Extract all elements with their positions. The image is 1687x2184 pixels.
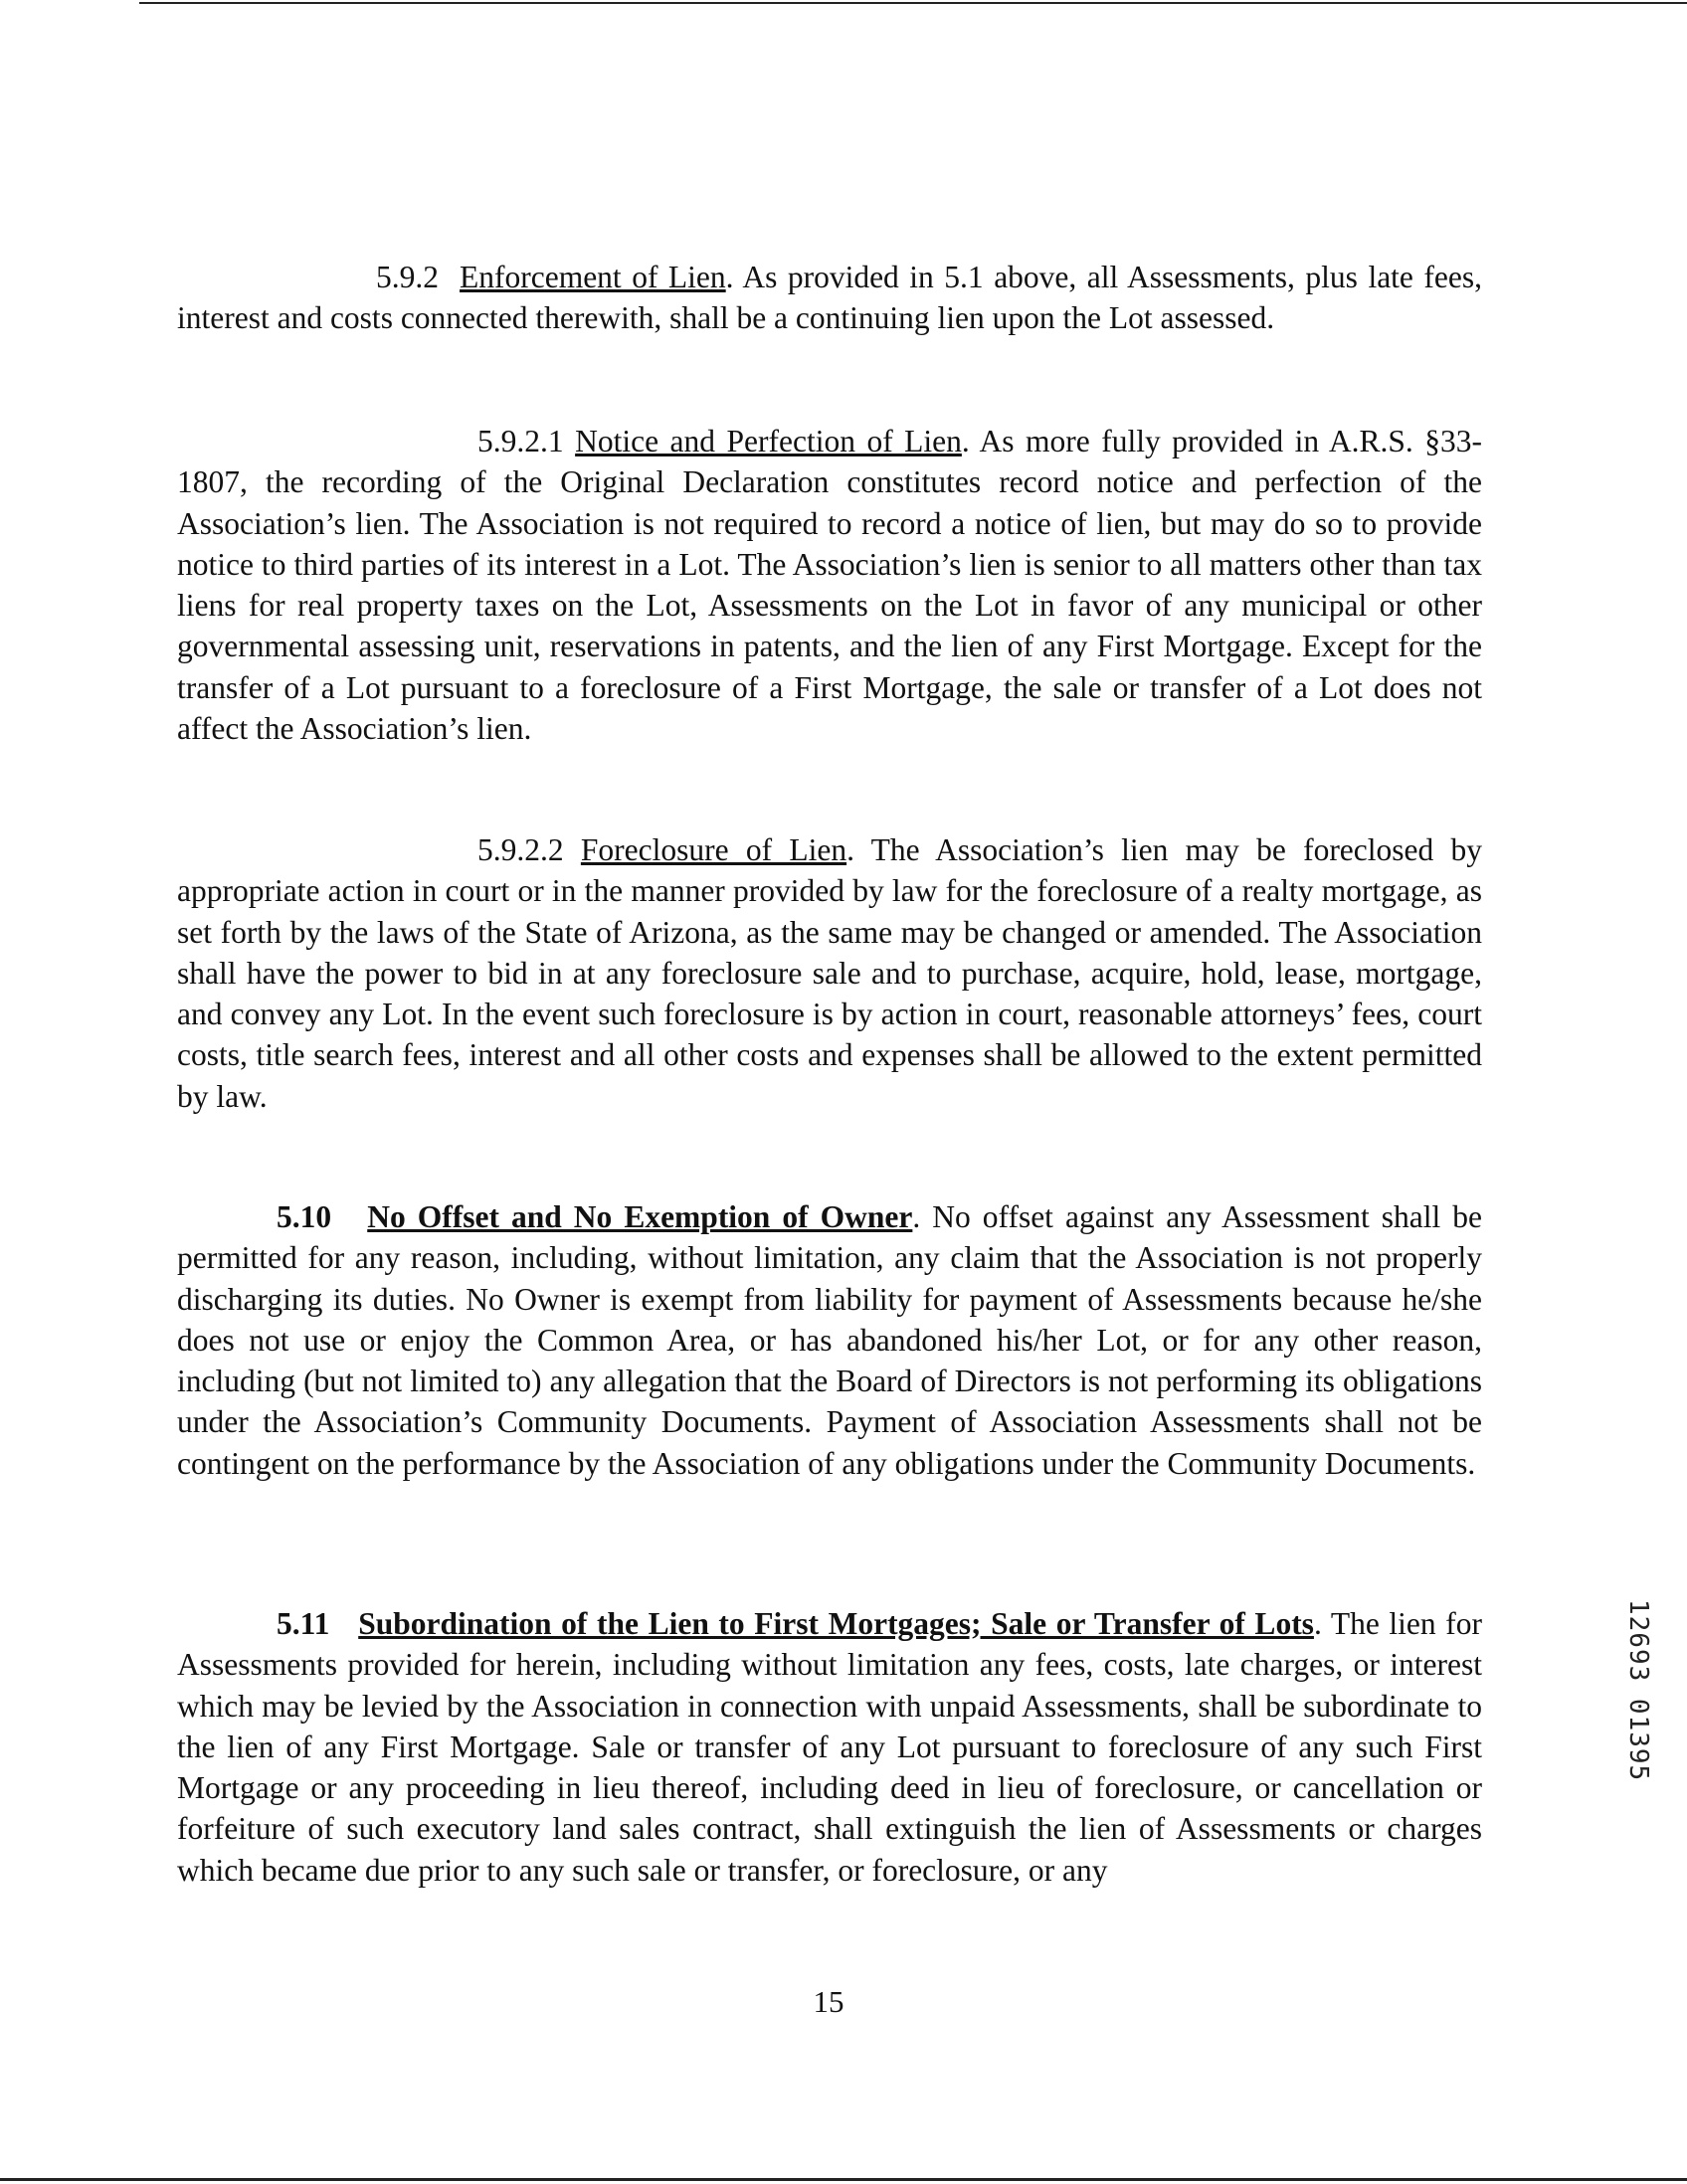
section-number: 5.9.2.2	[477, 832, 564, 867]
section-number: 5.11	[277, 1606, 330, 1641]
top-border	[139, 2, 1687, 4]
section-text: . As more fully provided in A.R.S. §33-1807, the recording of the Original Declaration constitutes record notice and perfection of the Association’s lien. The Association is not required to record a notice of lien, but may do so to provide notice to third parties of its interest in a Lot. The Association’s lien is senior to all matters other than tax liens for real property taxes on the Lot, Assessments on the Lot in favor of any municipal or other governmental assessing unit, reservations in patents, and the lien of any First Mortgage. Except for the transfer of a Lot pursuant to a foreclosure of a First Mortgage, the sale or transfer of a Lot does not affect the Association’s lien.	[177, 424, 1482, 747]
section-number: 5.9.2	[376, 260, 439, 294]
paragraph-5-9-2	[177, 257, 1482, 339]
section-heading: Notice and Perfection of Lien	[575, 424, 962, 458]
page-number: 15	[813, 1984, 844, 2019]
paragraph-5-10	[177, 1196, 1482, 1484]
paragraph-5-11	[177, 1603, 1482, 1891]
section-heading: No Offset and No Exemption of Owner	[367, 1199, 913, 1234]
section-text: . The Association’s lien may be foreclosed by appropriate action in court or in the manner provided by law for the foreclosure of a realty mortgage, as set forth by the laws of the State of Arizona, as the same may be changed or amended. The Association shall have the power to bid in at any foreclosure sale and to purchase, acquire, hold, lease, mortgage, and convey any Lot. In the event such foreclosure is by action in court, reasonable attorneys’ fees, court costs, title search fees, interest and all other costs and expenses shall be allowed to the extent permitted by law.	[177, 832, 1483, 1114]
section-text: . The lien for Assessments provided for herein, including without limitation any fees, costs, late charges, or interest which may be levied by the Association in connection with unpaid Assessments, shall be subordinate to the lien of any First Mortgage. Sale or transfer of any Lot pursuant to foreclosure of any such First Mortgage or any proceeding in lieu thereof, including deed in lieu of foreclosure, or cancellation or forfeiture of such executory land sales contract, shall extinguish the lien of Assessments or charges which became due prior to any such sale or transfer, or foreclosure, or any	[177, 1606, 1482, 1888]
section-text: . As provided in 5.1 above, all Assessments, plus late fees, interest and costs connected therewith, shall be a continuing lien upon the Lot assessed.	[177, 260, 1482, 336]
section-number: 5.9.2.1	[477, 424, 564, 458]
bottom-border	[0, 2178, 1687, 2181]
paragraph-5-9-2-1	[177, 421, 1482, 749]
section-heading: Foreclosure of Lien	[580, 832, 847, 867]
section-text: . No offset against any Assessment shall be permitted for any reason, including, without limitation, any claim that the Association is not properly discharging its duties. No Owner is exempt from liability for payment of Assessments because he/she does not use or enjoy the Common Area, or has abandoned his/her Lot, or for any other reason, including (but not limited to) any allegation that the Board of Directors is not performing its obligations under the Association’s Community Documents. Payment of Association Assessments shall not be contingent on the performance by the Association of any obligations under the Community Documents.	[177, 1199, 1483, 1481]
section-number: 5.10	[277, 1199, 332, 1234]
paragraph-5-9-2-2	[177, 829, 1482, 1117]
recording-number: 12693 01395	[1623, 1599, 1653, 1782]
section-heading: Subordination of the Lien to First Mortgages; Sale or Transfer of Lots	[358, 1606, 1314, 1641]
section-heading: Enforcement of Lien	[460, 260, 726, 294]
